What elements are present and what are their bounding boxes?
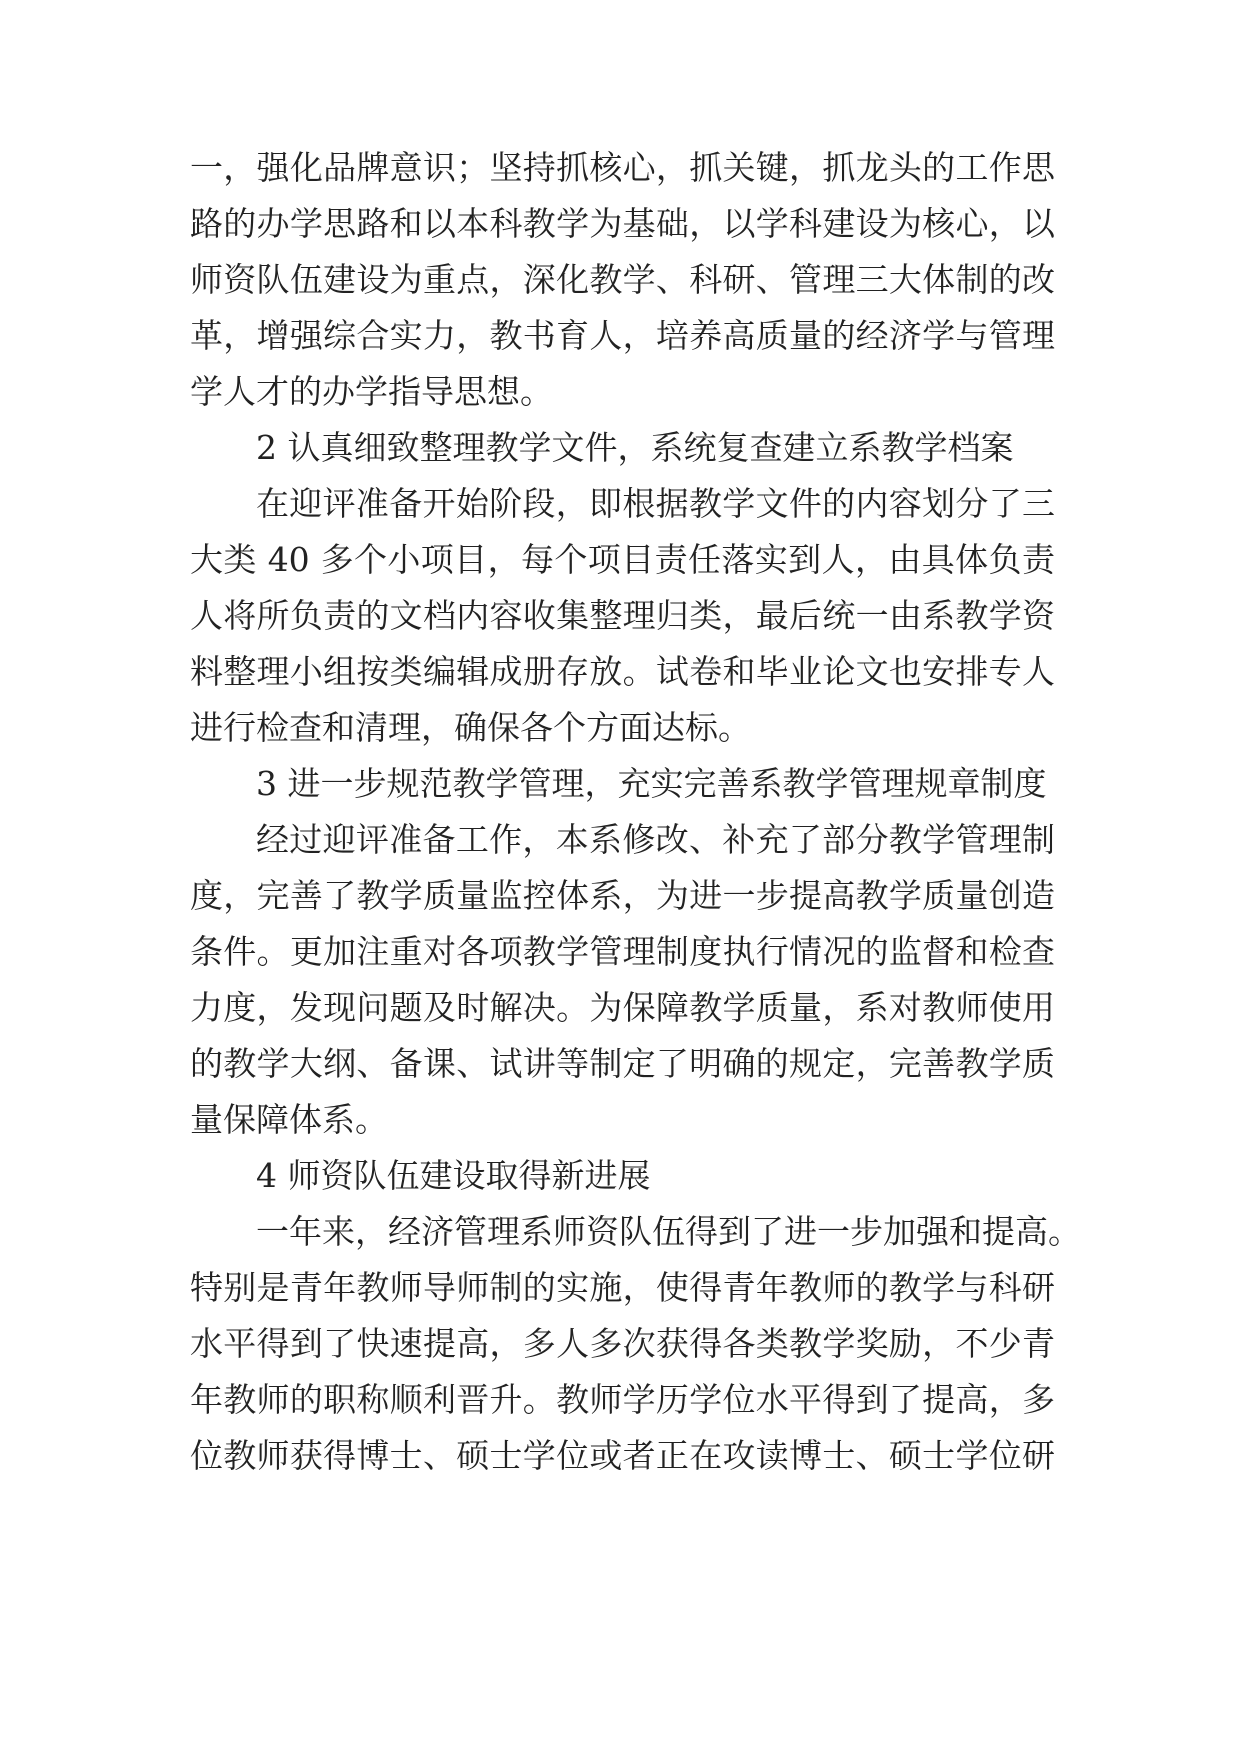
text-line: 量保障体系。 [190, 1100, 388, 1139]
text-line: 大类 40 多个小项目，每个项目责任落实到人，由具体负责 [190, 540, 1055, 579]
text-line: 特别是青年教师导师制的实施，使得青年教师的教学与科研 [190, 1268, 1055, 1307]
section-heading: 2 认真细致整理教学文件，系统复查建立系教学档案 [256, 428, 1014, 467]
text-line: 水平得到了快速提高，多人多次获得各类教学奖励，不少青 [190, 1324, 1055, 1363]
text-line: 一年来，经济管理系师资队伍得到了进一步加强和提高。 [256, 1212, 1081, 1251]
text-line: 条件。更加注重对各项教学管理制度执行情况的监督和检查 [190, 932, 1055, 971]
text-line: 革，增强综合实力，教书育人，培养高质量的经济学与管理 [190, 316, 1055, 355]
text-line: 师资队伍建设为重点，深化教学、科研、管理三大体制的改 [190, 260, 1055, 299]
text-line: 年教师的职称顺利晋升。教师学历学位水平得到了提高，多 [190, 1380, 1055, 1419]
section-heading: 4 师资队伍建设取得新进展 [256, 1156, 651, 1195]
text-line: 学人才的办学指导思想。 [190, 372, 553, 411]
text-line: 路的办学思路和以本科教学为基础，以学科建设为核心，以 [190, 204, 1055, 243]
text-line: 一，强化品牌意识；坚持抓核心，抓关键，抓龙头的工作思 [190, 148, 1055, 187]
text-line: 在迎评准备开始阶段，即根据教学文件的内容划分了三 [256, 484, 1055, 523]
text-line: 力度，发现问题及时解决。为保障教学质量，系对教师使用 [190, 988, 1055, 1027]
text-line: 料整理小组按类编辑成册存放。试卷和毕业论文也安排专人 [190, 652, 1055, 691]
text-line: 的教学大纲、备课、试讲等制定了明确的规定，完善教学质 [190, 1044, 1055, 1083]
section-heading: 3 进一步规范教学管理，充实完善系教学管理规章制度 [256, 764, 1047, 803]
text-line: 进行检查和清理，确保各个方面达标。 [190, 708, 751, 747]
text-line: 人将所负责的文档内容收集整理归类，最后统一由系教学资 [190, 596, 1055, 635]
text-line: 位教师获得博士、硕士学位或者正在攻读博士、硕士学位研 [190, 1436, 1055, 1475]
text-line: 经过迎评准备工作，本系修改、补充了部分教学管理制 [256, 820, 1055, 859]
text-line: 度，完善了教学质量监控体系，为进一步提高教学质量创造 [190, 876, 1055, 915]
